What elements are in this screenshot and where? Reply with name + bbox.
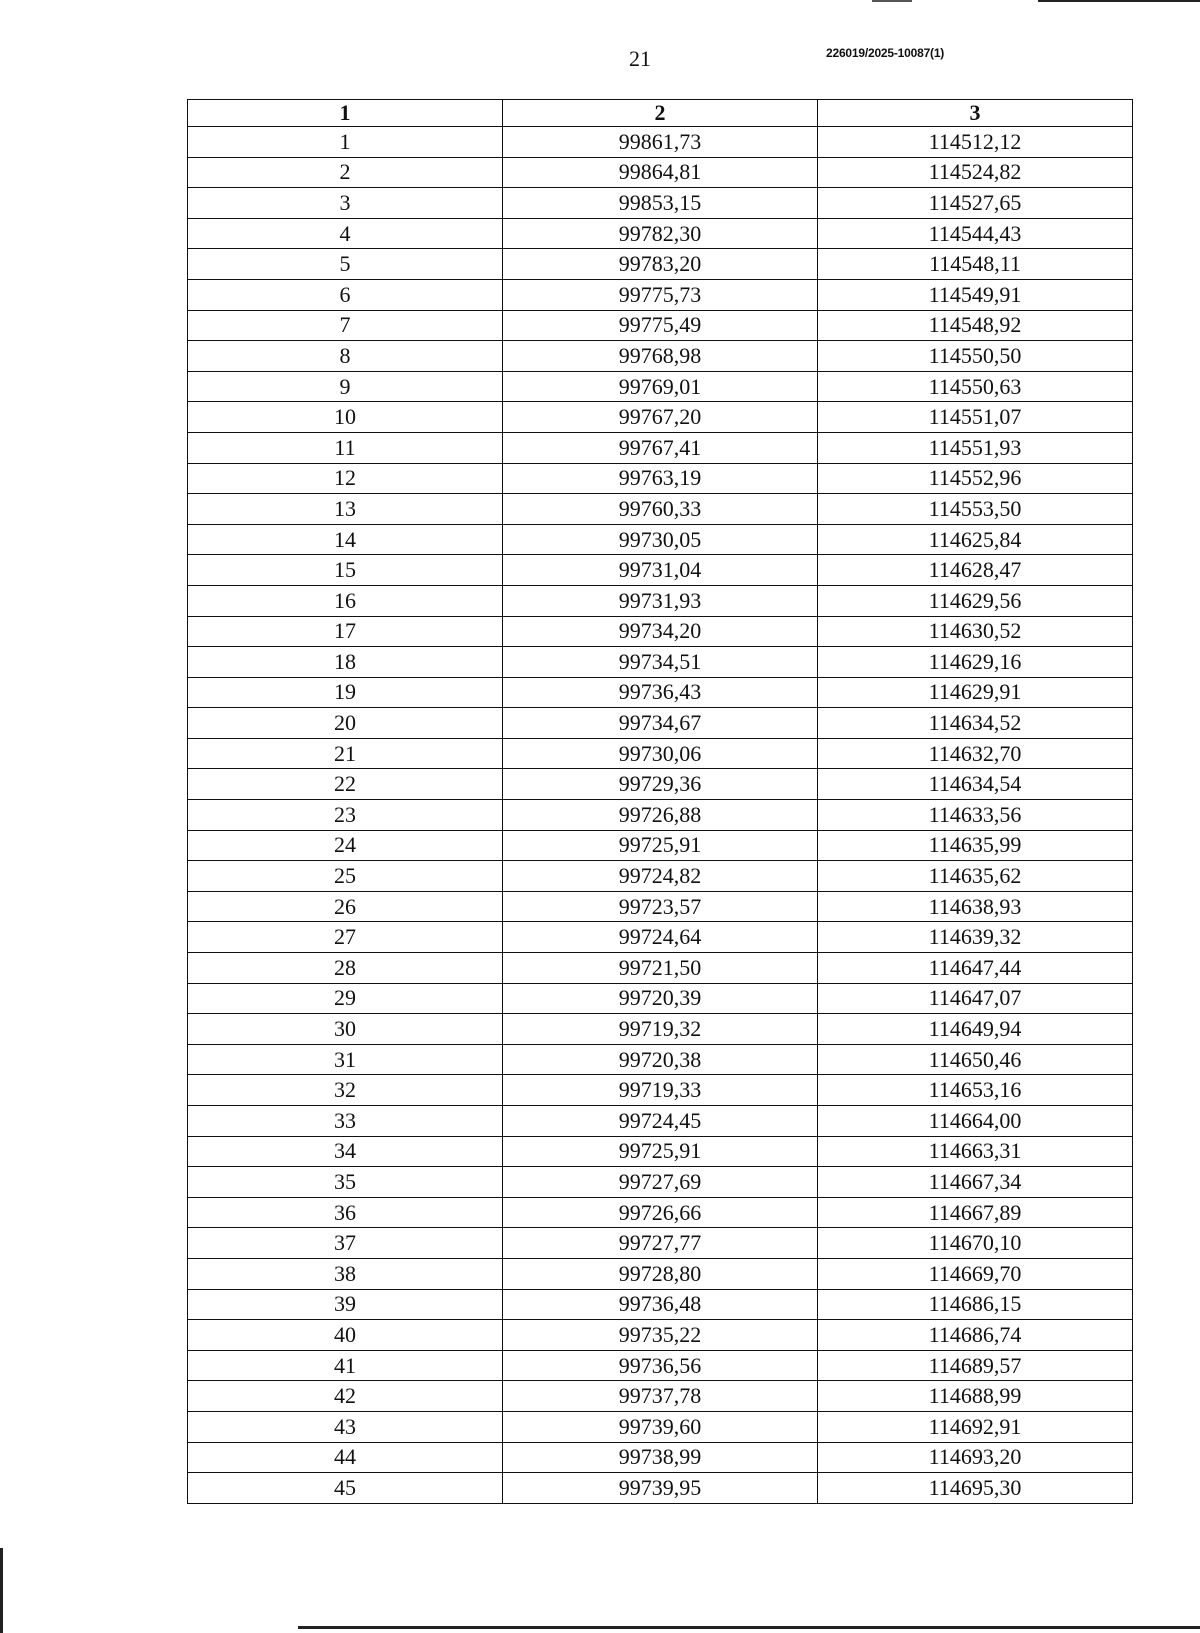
column-header: 3: [818, 100, 1133, 127]
point-number-cell: 35: [188, 1167, 503, 1198]
coordinate-y-cell: 114512,12: [818, 127, 1133, 158]
coordinate-y-cell: 114667,34: [818, 1167, 1133, 1198]
coordinate-x-cell: 99738,99: [503, 1442, 818, 1473]
table-row: [188, 1350, 1133, 1381]
point-number-cell: 25: [188, 861, 503, 892]
coordinate-x-cell: 99739,95: [503, 1473, 818, 1504]
point-number-cell: 31: [188, 1044, 503, 1075]
point-number-cell: 20: [188, 708, 503, 739]
table-row: [188, 891, 1133, 922]
coordinate-x-cell: 99734,51: [503, 647, 818, 678]
point-number-cell: 17: [188, 616, 503, 647]
coordinate-x-cell: 99724,64: [503, 922, 818, 953]
coordinate-x-cell: 99727,77: [503, 1228, 818, 1259]
coordinate-y-cell: 114695,30: [818, 1473, 1133, 1504]
table-row: [188, 983, 1133, 1014]
coordinate-y-cell: 114550,63: [818, 371, 1133, 402]
coordinate-x-cell: 99719,33: [503, 1075, 818, 1106]
table-row: [188, 249, 1133, 280]
coordinate-y-cell: 114688,99: [818, 1381, 1133, 1412]
table-row: [188, 830, 1133, 861]
point-number-cell: 43: [188, 1411, 503, 1442]
coordinate-x-cell: 99730,06: [503, 738, 818, 769]
coordinate-y-cell: 114667,89: [818, 1197, 1133, 1228]
point-number-cell: 41: [188, 1350, 503, 1381]
table-row: [188, 953, 1133, 984]
point-number-cell: 8: [188, 341, 503, 372]
coordinate-y-cell: 114632,70: [818, 738, 1133, 769]
point-number-cell: 4: [188, 218, 503, 249]
table-row: [188, 1381, 1133, 1412]
point-number-cell: 22: [188, 769, 503, 800]
coordinate-x-cell: 99735,22: [503, 1320, 818, 1351]
scan-artifact-top: [1038, 0, 1200, 2]
scan-artifact-top-short: [872, 0, 912, 2]
table-row: [188, 127, 1133, 158]
coordinate-x-cell: 99775,73: [503, 279, 818, 310]
point-number-cell: 37: [188, 1228, 503, 1259]
point-number-cell: 33: [188, 1106, 503, 1137]
coordinate-x-cell: 99861,73: [503, 127, 818, 158]
coordinate-x-cell: 99734,67: [503, 708, 818, 739]
table-row: [188, 769, 1133, 800]
coordinate-y-cell: 114686,15: [818, 1289, 1133, 1320]
point-number-cell: 18: [188, 647, 503, 678]
table-row: [188, 402, 1133, 433]
coordinate-x-cell: 99769,01: [503, 371, 818, 402]
point-number-cell: 12: [188, 463, 503, 494]
coordinate-x-cell: 99775,49: [503, 310, 818, 341]
coordinate-y-cell: 114629,16: [818, 647, 1133, 678]
coordinate-x-cell: 99726,66: [503, 1197, 818, 1228]
table-row: [188, 647, 1133, 678]
coordinate-y-cell: 114639,32: [818, 922, 1133, 953]
coordinate-x-cell: 99737,78: [503, 1381, 818, 1412]
point-number-cell: 45: [188, 1473, 503, 1504]
coordinate-y-cell: 114548,92: [818, 310, 1133, 341]
table-row: [188, 861, 1133, 892]
coordinate-x-cell: 99720,38: [503, 1044, 818, 1075]
scan-artifact-bottom: [298, 1626, 1200, 1629]
table-row: [188, 1228, 1133, 1259]
coordinate-x-cell: 99736,48: [503, 1289, 818, 1320]
point-number-cell: 19: [188, 677, 503, 708]
table-body: [188, 127, 1133, 1504]
coordinate-y-cell: 114630,52: [818, 616, 1133, 647]
coordinate-y-cell: 114628,47: [818, 555, 1133, 586]
coordinate-x-cell: 99763,19: [503, 463, 818, 494]
point-number-cell: 39: [188, 1289, 503, 1320]
table-row: [188, 1258, 1133, 1289]
point-number-cell: 26: [188, 891, 503, 922]
table-row: [188, 708, 1133, 739]
table-row: [188, 341, 1133, 372]
point-number-cell: 3: [188, 188, 503, 219]
point-number-cell: 14: [188, 524, 503, 555]
point-number-cell: 44: [188, 1442, 503, 1473]
coordinate-x-cell: 99736,43: [503, 677, 818, 708]
table-row: [188, 524, 1133, 555]
table-row: [188, 1289, 1133, 1320]
coordinate-y-cell: 114647,44: [818, 953, 1133, 984]
coordinate-y-cell: 114669,70: [818, 1258, 1133, 1289]
point-number-cell: 38: [188, 1258, 503, 1289]
point-number-cell: 29: [188, 983, 503, 1014]
coordinate-y-cell: 114551,93: [818, 432, 1133, 463]
coordinate-y-cell: 114689,57: [818, 1350, 1133, 1381]
coordinate-y-cell: 114692,91: [818, 1411, 1133, 1442]
page-number: 21: [629, 46, 651, 71]
table-row: [188, 1411, 1133, 1442]
point-number-cell: 34: [188, 1136, 503, 1167]
table-row: [188, 1473, 1133, 1504]
table-row: [188, 494, 1133, 525]
table-row: [188, 1320, 1133, 1351]
table-row: [188, 432, 1133, 463]
table-row: [188, 677, 1133, 708]
coordinate-y-cell: 114548,11: [818, 249, 1133, 280]
document-reference: 226019/2025-10087(1): [826, 46, 945, 60]
coordinate-x-cell: 99719,32: [503, 1014, 818, 1045]
coordinate-y-cell: 114553,50: [818, 494, 1133, 525]
coordinate-x-cell: 99767,20: [503, 402, 818, 433]
coordinate-y-cell: 114670,10: [818, 1228, 1133, 1259]
table-row: [188, 371, 1133, 402]
point-number-cell: 24: [188, 830, 503, 861]
table-row: [188, 616, 1133, 647]
coordinate-x-cell: 99739,60: [503, 1411, 818, 1442]
coordinate-y-cell: 114629,91: [818, 677, 1133, 708]
table-row: [188, 738, 1133, 769]
point-number-cell: 6: [188, 279, 503, 310]
point-number-cell: 32: [188, 1075, 503, 1106]
coordinate-x-cell: 99782,30: [503, 218, 818, 249]
table-row: [188, 1442, 1133, 1473]
point-number-cell: 2: [188, 157, 503, 188]
column-header: 1: [188, 100, 503, 127]
point-number-cell: 27: [188, 922, 503, 953]
coordinate-y-cell: 114634,54: [818, 769, 1133, 800]
coordinate-x-cell: 99721,50: [503, 953, 818, 984]
coordinate-y-cell: 114549,91: [818, 279, 1133, 310]
coordinate-y-cell: 114629,56: [818, 585, 1133, 616]
table-row: [188, 1167, 1133, 1198]
table-row: [188, 800, 1133, 831]
table-row: [188, 157, 1133, 188]
table-row: [188, 1044, 1133, 1075]
coordinate-x-cell: 99729,36: [503, 769, 818, 800]
coordinate-x-cell: 99725,91: [503, 830, 818, 861]
table-header-row: [188, 100, 1133, 127]
table-row: [188, 310, 1133, 341]
coordinate-x-cell: 99736,56: [503, 1350, 818, 1381]
coordinate-y-cell: 114550,50: [818, 341, 1133, 372]
coordinate-x-cell: 99725,91: [503, 1136, 818, 1167]
coordinate-y-cell: 114653,16: [818, 1075, 1133, 1106]
coordinate-y-cell: 114635,99: [818, 830, 1133, 861]
coordinate-y-cell: 114527,65: [818, 188, 1133, 219]
table-row: [188, 463, 1133, 494]
coordinate-y-cell: 114552,96: [818, 463, 1133, 494]
coordinate-y-cell: 114544,43: [818, 218, 1133, 249]
coordinate-y-cell: 114551,07: [818, 402, 1133, 433]
coordinate-x-cell: 99730,05: [503, 524, 818, 555]
table-row: [188, 218, 1133, 249]
coordinate-x-cell: 99734,20: [503, 616, 818, 647]
coordinate-y-cell: 114524,82: [818, 157, 1133, 188]
column-header: 2: [503, 100, 818, 127]
point-number-cell: 36: [188, 1197, 503, 1228]
table-row: [188, 1136, 1133, 1167]
point-number-cell: 23: [188, 800, 503, 831]
point-number-cell: 10: [188, 402, 503, 433]
coordinate-y-cell: 114635,62: [818, 861, 1133, 892]
coordinate-x-cell: 99724,45: [503, 1106, 818, 1137]
coordinate-x-cell: 99783,20: [503, 249, 818, 280]
coordinate-y-cell: 114649,94: [818, 1014, 1133, 1045]
coordinate-x-cell: 99720,39: [503, 983, 818, 1014]
coordinate-y-cell: 114663,31: [818, 1136, 1133, 1167]
coordinate-x-cell: 99760,33: [503, 494, 818, 525]
scan-artifact-left: [0, 1548, 3, 1633]
table-row: [188, 555, 1133, 586]
point-number-cell: 11: [188, 432, 503, 463]
point-number-cell: 15: [188, 555, 503, 586]
point-number-cell: 13: [188, 494, 503, 525]
coordinate-x-cell: 99864,81: [503, 157, 818, 188]
table-row: [188, 279, 1133, 310]
point-number-cell: 7: [188, 310, 503, 341]
table-row: [188, 922, 1133, 953]
coordinate-y-cell: 114647,07: [818, 983, 1133, 1014]
point-number-cell: 42: [188, 1381, 503, 1412]
coordinate-y-cell: 114664,00: [818, 1106, 1133, 1137]
table-row: [188, 1106, 1133, 1137]
point-number-cell: 30: [188, 1014, 503, 1045]
coordinate-y-cell: 114686,74: [818, 1320, 1133, 1351]
point-number-cell: 28: [188, 953, 503, 984]
coordinate-x-cell: 99724,82: [503, 861, 818, 892]
point-number-cell: 21: [188, 738, 503, 769]
point-number-cell: 1: [188, 127, 503, 158]
point-number-cell: 9: [188, 371, 503, 402]
coordinate-x-cell: 99723,57: [503, 891, 818, 922]
coordinate-x-cell: 99731,04: [503, 555, 818, 586]
coordinates-table: [187, 99, 1133, 1504]
coordinate-x-cell: 99726,88: [503, 800, 818, 831]
coordinate-y-cell: 114650,46: [818, 1044, 1133, 1075]
coordinate-x-cell: 99853,15: [503, 188, 818, 219]
coordinate-y-cell: 114633,56: [818, 800, 1133, 831]
point-number-cell: 40: [188, 1320, 503, 1351]
table-row: [188, 1014, 1133, 1045]
point-number-cell: 16: [188, 585, 503, 616]
point-number-cell: 5: [188, 249, 503, 280]
table-row: [188, 188, 1133, 219]
coordinate-y-cell: 114634,52: [818, 708, 1133, 739]
coordinate-y-cell: 114693,20: [818, 1442, 1133, 1473]
table-row: [188, 1075, 1133, 1106]
table-row: [188, 1197, 1133, 1228]
coordinate-y-cell: 114625,84: [818, 524, 1133, 555]
coordinate-x-cell: 99727,69: [503, 1167, 818, 1198]
coordinate-x-cell: 99767,41: [503, 432, 818, 463]
coordinate-y-cell: 114638,93: [818, 891, 1133, 922]
coordinate-x-cell: 99731,93: [503, 585, 818, 616]
coordinate-x-cell: 99768,98: [503, 341, 818, 372]
coordinate-x-cell: 99728,80: [503, 1258, 818, 1289]
table-row: [188, 585, 1133, 616]
